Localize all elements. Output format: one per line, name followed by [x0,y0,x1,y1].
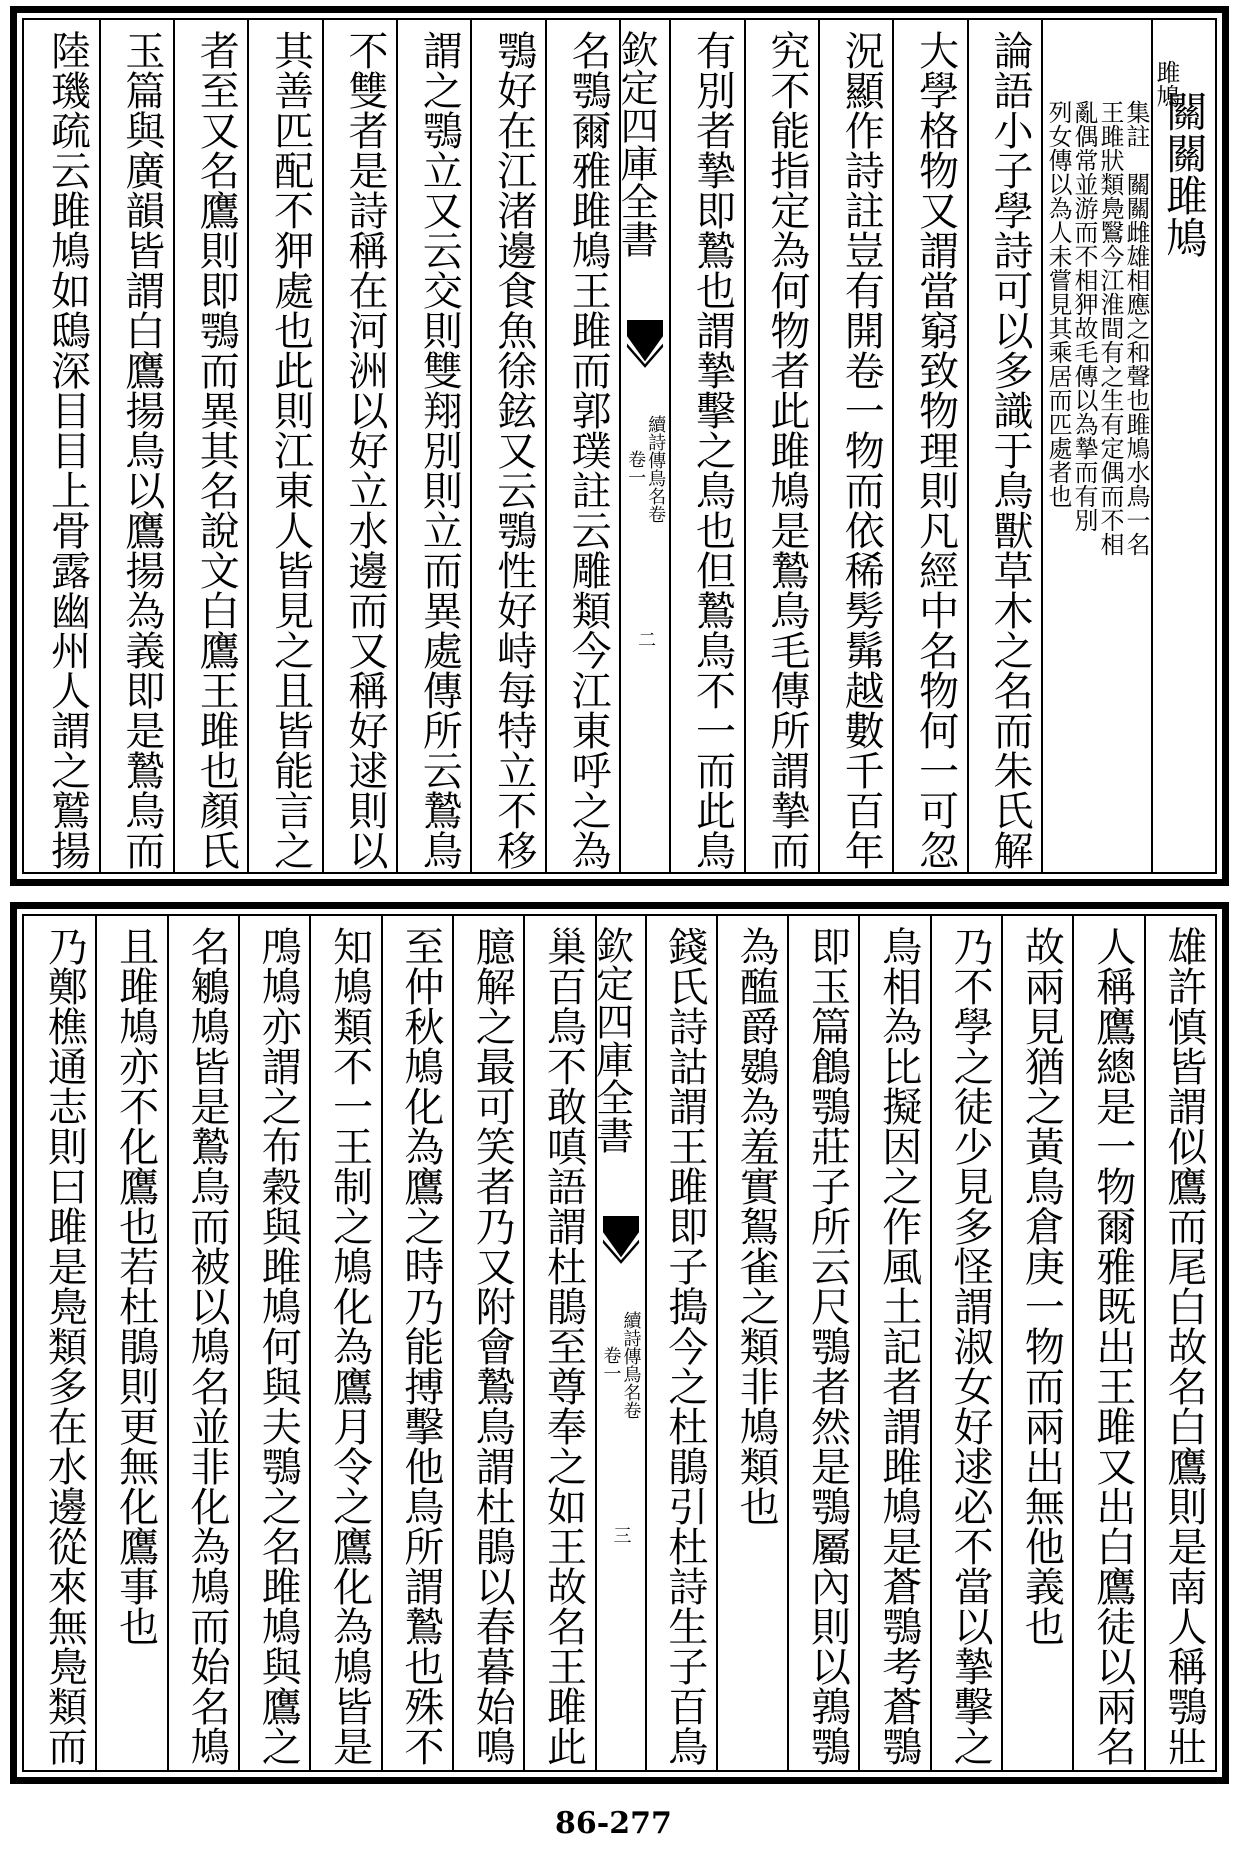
text-column [545,20,619,872]
fish-tail-mark [603,1216,639,1262]
text-column [396,20,470,872]
column-text: 究不能指定為何物者此雎鳩是鷙鳥毛傳所謂摯而 [763,30,810,870]
bottom-page-frame [22,914,1217,1772]
column-text: 臆解之最可笑者乃又附會鷙鳥謂杜鵑以春暮始鳴 [469,926,516,1766]
folio-number: 三 [610,1526,632,1544]
column-text: 錢氏詩詁謂王雎即子搗今之杜鵑引杜詩生子百鳥 [661,926,708,1766]
column-text: 有別者摯即鷙也謂摯擊之鳥也但鷙鳥不一而此鳥 [689,30,736,870]
text-column [892,20,966,872]
text-column [1144,916,1215,1770]
text-column [669,20,743,872]
text-column [167,916,238,1770]
column-text: 玉篇與廣韻皆謂白鷹揚鳥以鷹揚為義即是鷙鳥而 [118,30,165,870]
text-column [247,20,321,872]
top-page-frame [22,18,1217,874]
text-column [645,916,716,1770]
text-column [24,20,98,872]
text-column [99,20,173,872]
commentary-line: 亂偶常並游而不相狎故毛傳以為摯而有別 [1070,100,1098,532]
text-column [381,916,452,1770]
column-text: 陸璣疏云雎鳩如鴟深目目上骨露幽州人謂之鷲揚 [44,30,91,870]
column-text: 且雎鳩亦不化鷹也若杜鵑則更無化鷹事也 [112,926,159,1646]
column-text: 巢百鳥不敢嗔語謂杜鵑至尊奉之如王故名王雎此 [540,926,587,1766]
text-column [930,916,1001,1770]
collection-title: 欽定四庫全書 [614,30,659,258]
collection-title: 欽定四庫全書 [589,926,634,1154]
column-text: 雄許慎皆謂似鷹而尾白故名白鷹則是南人稱鶚壯 [1161,926,1207,1766]
column-text: 至仲秋鳩化為鷹之時乃能搏擊他鳥所謂鷙也殊不 [397,926,444,1766]
poem-heading: 關關雎鳩 [1160,90,1209,258]
center-fold-column [589,916,645,1770]
column-text: 謂之鶚立又云交則雙翔別則立而異處傳所云鷙鳥 [416,30,463,870]
column-text: 其善匹配不狎處也此則江東人皆見之且皆能言之 [267,30,314,870]
text-column [818,20,892,872]
text-column [1001,916,1072,1770]
top-page-columns [24,20,1215,872]
column-text: 鳲鳩亦謂之布穀與雎鳩何與夫鶚之名雎鳩與鷹之 [255,926,302,1766]
commentary-text [1045,100,1149,556]
column-text: 鳥相為比擬因之作風土記者謂雎鳩是蒼鶚考蒼鶚 [875,926,922,1766]
volume-label: 卷一 [625,450,647,486]
text-column [95,916,166,1770]
folio-number: 二 [635,630,657,648]
heading-column [1151,20,1215,872]
column-text: 論語小子學詩可以多識于鳥獸草木之名而朱氏解 [987,30,1033,870]
column-text: 即玉篇鶬鶚莊子所云尺鶚者然是鶚屬內則以鶉鶚 [804,926,851,1766]
text-column [858,916,929,1770]
column-text: 乃鄭樵通志則曰雎是鳧類多在水邊從來無鳧類而 [41,926,88,1766]
column-text: 者至又名鷹則即鶚而異其名說文白鷹王雎也顏氏 [193,30,240,870]
bottom-page [10,902,1229,1784]
text-column [1072,916,1143,1770]
bottom-page-columns [24,916,1215,1770]
column-text: 名鶚爾雅雎鳩王雎而郭璞註云雕類今江東呼之為 [565,30,612,870]
volume-label: 卷一 [600,1346,622,1382]
text-column [238,916,309,1770]
book-title: 續詩傳鳥名卷 [620,1311,642,1419]
column-text: 鶚好在江渚邊食魚徐鉉又云鶚性好峙每特立不移 [490,30,537,870]
commentary-line: 王雎狀類鳧鷖今江淮間有之生有定偶而不相 [1096,100,1124,556]
column-text: 知鳩類不一王制之鳩化為鷹月令之鷹化為鳩皆是 [326,926,373,1766]
text-column [24,916,95,1770]
text-column [309,916,380,1770]
text-column [452,916,523,1770]
column-text: 故兩見猶之黃鳥倉庚一物而兩出無他義也 [1018,926,1065,1646]
text-column [173,20,247,872]
fish-tail-mark [627,320,663,366]
book-title: 續詩傳鳥名卷 [645,415,667,523]
column-text: 乃不學之徒少見多怪謂淑女好逑必不當以摯擊之 [947,926,994,1766]
column-text: 為醢爵鷃為羞實鴽雀之類非鳩類也 [733,926,780,1526]
column-text: 名鵴鳩皆是鷙鳥而被以鳩名並非化為鳩而始名鳩 [183,926,230,1766]
page-number: 86-277 [555,1806,672,1841]
text-column [787,916,858,1770]
center-fold-column [614,20,669,872]
column-text: 不雙者是詩稱在河洲以好立水邊而又稱好逑則以 [342,30,388,870]
column-text: 大學格物又謂當窮致物理則凡經中名物何一可忽 [912,30,959,870]
text-column [716,916,787,1770]
text-column [523,916,594,1770]
text-column [322,20,396,872]
heading-small: 雎鳩 [1152,60,1180,108]
column-text: 人稱鷹總是一物爾雅既出王雎又出白鷹徒以兩名 [1089,926,1136,1766]
commentary-line: 列女傳以為人未嘗見其乘居而匹處者也 [1044,100,1072,508]
column-text: 況顯作詩註豈有開卷一物而依稀髣髴越數千百年 [838,30,885,870]
text-column [470,20,544,872]
commentary-column [1041,20,1151,872]
top-page [10,6,1229,886]
text-column [744,20,818,872]
commentary-line: 集註 關關雌雄相應之和聲也雎鳩水鳥一名 [1122,100,1150,556]
text-column [967,20,1041,872]
